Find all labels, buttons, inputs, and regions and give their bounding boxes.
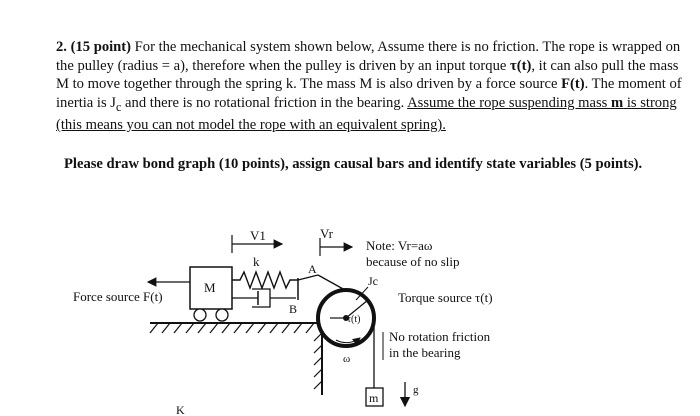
problem-number: 2. xyxy=(56,39,67,55)
subscript-c: c xyxy=(116,99,122,114)
force-source-label: Force source F(t) xyxy=(73,289,163,304)
force-symbol: F(t) xyxy=(561,76,585,93)
spring xyxy=(232,254,298,288)
torque-source-label: Torque source τ(t) xyxy=(398,290,493,305)
spring-label: k xyxy=(253,254,260,269)
velocity-v1-arrow xyxy=(232,228,282,253)
problem-text-2: , it can also pull the mass M to move together through the spring k. The mass M is also driven by a force source xyxy=(56,57,679,93)
note-line-1: Note: Vr=aω xyxy=(366,238,433,253)
problem-points: (15 point) xyxy=(70,39,132,55)
jc-label: Jc xyxy=(368,274,378,288)
point-a-label: A xyxy=(308,262,317,276)
wheel-right xyxy=(216,309,228,321)
hanging-mass-label: m xyxy=(369,391,379,405)
gravity-arrow xyxy=(405,382,419,406)
no-friction-line-1: No rotation friction xyxy=(389,329,491,344)
omega-label: ω xyxy=(343,353,351,365)
tau-symbol: τ(t) xyxy=(510,57,532,74)
gravity-label: g xyxy=(413,384,419,396)
velocity-vr-arrow xyxy=(320,226,352,256)
problem-text-1: For the mechanical system shown below, Assume there is no friction. The rope is wrapped on the pulley (radius = a), therefore when the pulley is driven by an input torque xyxy=(56,39,681,74)
problem-text-4: and there is no rotational friction in the bearing. xyxy=(121,94,408,111)
instruction: Please draw bond graph (10 points), assign causal bars and identify state variables (5 points). xyxy=(64,156,643,172)
point-a xyxy=(298,262,318,300)
tau-on-pulley: τ(t) xyxy=(347,314,361,325)
force-arrow xyxy=(73,282,190,304)
note-line-2: because of no slip xyxy=(366,254,460,269)
problem-text-3: . The moment of inertia is J xyxy=(56,76,682,111)
vr-label: Vr xyxy=(320,226,333,241)
pulley xyxy=(318,275,374,365)
mass-block xyxy=(190,267,232,321)
damper xyxy=(232,289,297,316)
no-friction-line-2: in the bearing xyxy=(389,345,461,360)
wheel-left xyxy=(194,309,206,321)
mass-label: M xyxy=(204,280,216,295)
ground-surface xyxy=(150,323,322,395)
corner-mark: K xyxy=(176,403,185,416)
v1-label: V1 xyxy=(250,228,266,243)
damper-label: B xyxy=(289,302,298,316)
rope-assumption: Assume the rope suspending mass m is strong (this means you can not model the rope with an equivalent spring). xyxy=(56,94,677,134)
